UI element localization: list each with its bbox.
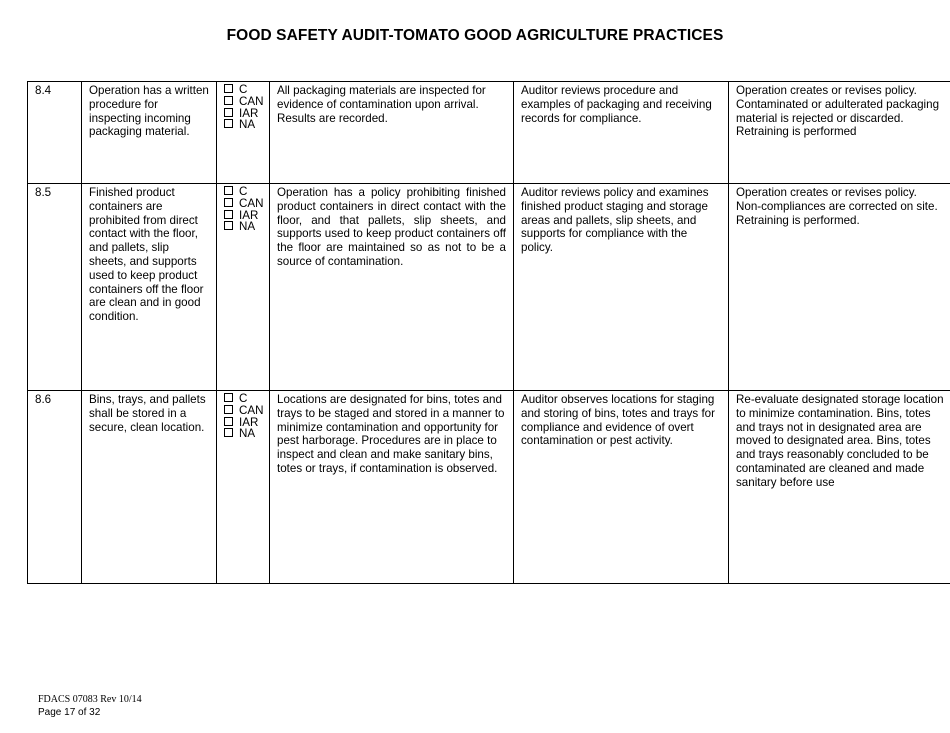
option-iar[interactable]: IAR [224,108,262,120]
criteria-cell: All packaging materials are inspected for evidence of contamination upon arrival. Results are recorded. [270,82,514,184]
page-number: Page 17 of 32 [38,706,101,718]
compliance-options-cell [217,391,270,584]
page-title: FOOD SAFETY AUDIT-TOMATO GOOD AGRICULTURE PRACTICES [226,27,724,44]
option-na[interactable]: NA [224,221,262,233]
option-c[interactable]: C [224,393,262,405]
compliance-options-cell [217,184,270,391]
option-na[interactable]: NA [224,428,262,440]
option-iar[interactable]: IAR [224,210,262,222]
audit-table [27,81,950,584]
criteria-cell: Locations are designated for bins, totes and trays to be staged and stored in a manner to minimize contamination and opportunity for pest harborage. Procedures are in place to inspect and clean and make sanitary bins, totes or trays, if contamination is observed. [270,391,514,584]
option-can[interactable]: CAN [224,96,262,108]
checkbox-icon[interactable] [224,221,233,230]
option-iar[interactable]: IAR [224,417,262,429]
page-footer [38,694,142,719]
checkbox-icon[interactable] [224,84,233,93]
table-row [28,184,950,391]
corrective-action-cell: Operation creates or revises policy. Non-compliances are corrected on site. Retraining is performed. [729,184,950,391]
requirement-cell: Finished product containers are prohibited from direct contact with the floor, and pallets, slip sheets, and supports used to keep product containers off the floor are clean and in good condition. [82,184,217,391]
option-can[interactable]: CAN [224,198,262,210]
table-row [28,391,950,584]
verification-cell: Auditor observes locations for staging and storing of bins, totes and trays for compliance and evidence of overt contamination or pest activity. [514,391,729,584]
checkbox-icon[interactable] [224,428,233,437]
requirement-cell: Operation has a written procedure for inspecting incoming packaging material. [82,82,217,184]
checkbox-icon[interactable] [224,198,233,207]
option-c[interactable]: C [224,186,262,198]
form-number: FDACS 07083 Rev 10/14 [38,694,142,705]
checkbox-icon[interactable] [224,186,233,195]
option-can[interactable]: CAN [224,405,262,417]
verification-cell: Auditor reviews procedure and examples of packaging and receiving records for compliance. [514,82,729,184]
checkbox-icon[interactable] [224,417,233,426]
item-number: 8.6 [28,391,82,584]
verification-cell: Auditor reviews policy and examines finished product staging and storage areas and pallets, slip sheets, and supports for compliance with the policy. [514,184,729,391]
requirement-cell: Bins, trays, and pallets shall be stored in a secure, clean location. [82,391,217,584]
corrective-action-cell: Operation creates or revises policy. Contaminated or adulterated packaging material is rejected or discarded. Retraining is performed [729,82,950,184]
option-c[interactable]: C [224,84,262,96]
checkbox-icon[interactable] [224,108,233,117]
item-number: 8.5 [28,184,82,391]
option-na[interactable]: NA [224,119,262,131]
compliance-options-cell [217,82,270,184]
table-row [28,82,950,184]
checkbox-icon[interactable] [224,210,233,219]
checkbox-icon[interactable] [224,119,233,128]
checkbox-icon[interactable] [224,96,233,105]
corrective-action-cell: Re-evaluate designated storage location to minimize contamination. Bins, totes and trays not in designated area are moved to designated area. Bins, totes and trays reasonably concluded to be contaminated are cleaned and made sanitary before use [729,391,950,584]
checkbox-icon[interactable] [224,393,233,402]
checkbox-icon[interactable] [224,405,233,414]
item-number: 8.4 [28,82,82,184]
criteria-cell: Operation has a policy prohibiting finished product containers in direct contact with the floor, and that pallets, slip sheets, and supports used to keep product containers off the floor are maintained so as not to be a source of contamination. [270,184,514,391]
